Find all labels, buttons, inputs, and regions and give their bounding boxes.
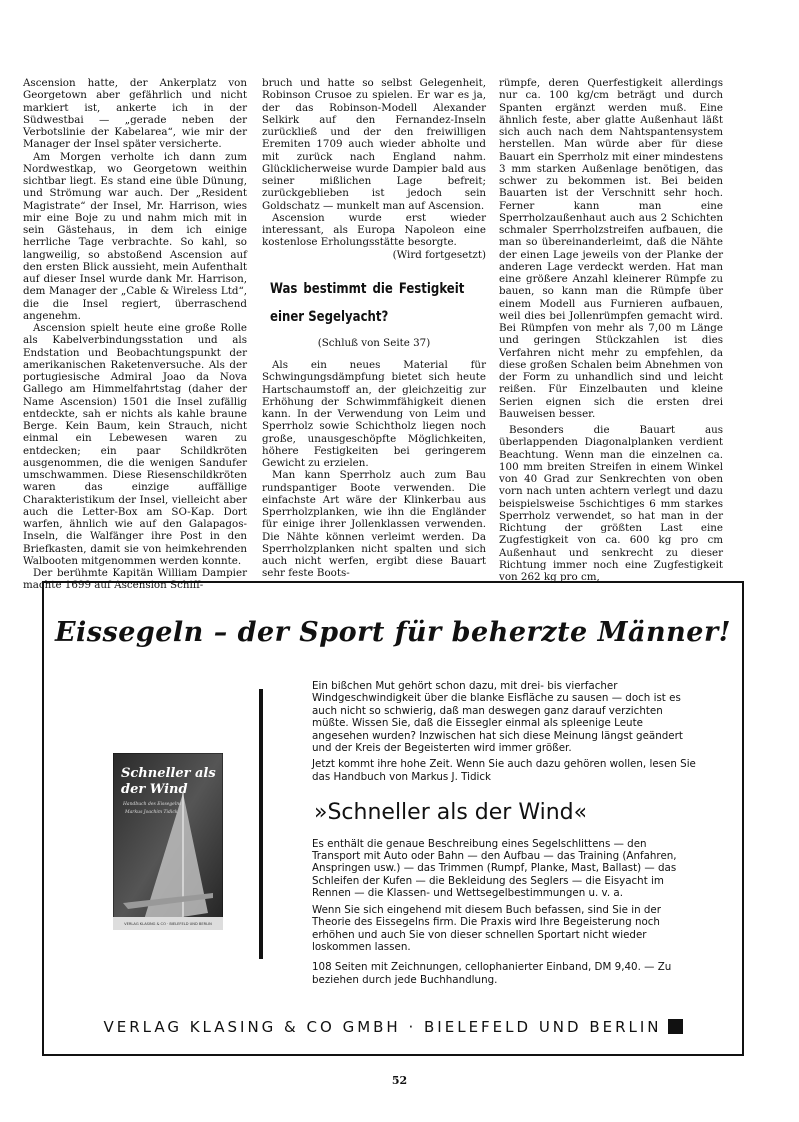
ad-intro: Ein bißchen Mut gehört schon dazu, mit drei- bis vierfacher Windgeschwindigkeit über die blanke Eisfläche zu sausen — doch ist es auch nicht so schwierig, daß man deswegen ganz darauf verzichten müßte. Wissen Sie, daß die Eissegler einmal als spleenige Leute angesehen wurden? Inzwischen hat sich diese Meinung längst geändert und der Kreis der Begeisterten wird immer größer. <box>312 680 683 755</box>
ad-book-title: »Schneller als der Wind« <box>314 800 588 826</box>
publisher-line <box>44 1018 742 1036</box>
article-title: Was bestimmt die Festigkeit einer Segelyacht? <box>270 280 465 325</box>
column-left <box>23 77 247 592</box>
column-middle <box>262 77 486 580</box>
continuation-note: (Wird fortgesetzt) <box>392 248 486 261</box>
book-cover-author: Markus Joachim Tidick <box>125 810 178 815</box>
article-subheading: (Schluß von Seite 37) <box>317 336 431 349</box>
paragraph: Besonders die Bauart aus überlappenden Diagonalplanken verdient Beachtung. Wenn man die einzelnen ca. 100 mm breiten Streifen in einem Winkel von 40 Grad zur Senkrechten von oben vorn nach unten achtern verlegt und dazu beispielsweise 5schichtiges 6 mm starkes Sperrholz verwendet, so hat man in der Richtung der größten Last eine Zugfestigkeit von ca. 600 kg pro cm Außenhaut und senkrecht zu dieser Richtung immer noch eine Zugfestigkeit von 262 kg pro cm, <box>499 424 723 583</box>
paragraph: Man kann Sperrholz auch zum Bau rundspantiger Boote verwenden. Die einfachste Art wäre der Klinkerbau aus Sperrholzplanken, wie ihn die Engländer für einige ihrer Jollenklassen verwenden. Die Nähte können verleimt werden. Da Sperrholzplanken nicht spalten und sich auch nicht werfen, ergibt diese Bauart sehr feste Boots- <box>262 469 486 580</box>
ad-call: Jetzt kommt ihre hohe Zeit. Wenn Sie auch dazu gehören wollen, lesen Sie das Handbuch von Markus J. Tidick <box>312 758 696 783</box>
vertical-rule <box>259 689 263 959</box>
paragraph: rümpfe, deren Querfestigkeit allerdings nur ca. 100 kg/cm beträgt und durch Spanten ergänzt werden muß. Eine ähnlich feste, aber glatte Außenhaut läßt sich auch nach dem Nahtspantensystem herstellen. Man würde aber für diese Bauart ein Sperrholz mit einer mindestens 3 mm starken Außenlage benötigen, das schwer zu bekommen ist. Bei beiden Bauarten ist der Verschnitt sehr hoch. Ferner kann man eine Sperrholzaußenhaut auch aus 2 Schichten schmaler Sperrholzstreifen aufbauen, die man so übereinanderleimt, daß die Nähte der einen Lage jeweils von der Planke der anderen Lage verdeckt werden. Hat man eine größere Anzahl kleinerer Rümpfe zu bauen, so kann man die Rümpfe über einem Modell aus Furnieren aufbauen, weil dies bei Jollenrümpfen gemacht wird. Bei Rümpfen von mehr als 7,00 m Länge und geringen Stückzahlen ist dies Verfahren nicht mehr zu empfehlen, da diese großen Schalen beim Abnehmen von der Form zu unhandlich sind und leicht reißen. Für Einzelbauten und kleine Serien eignen sich die ersten drei Bauweisen besser. <box>499 77 723 420</box>
paragraph: Ascension spielt heute eine große Rolle als Kabelverbindungsstation und als Endstation und Beobachtungspunkt der amerikanischen Raketenversuche. Als der portugiesische Admiral Joao da Nova Gallego am Himmelfahrtstag (daher der Name Ascension) 1501 die Insel zufällig entdeckte, sah er nichts als kahle braune Berge. Kein Baum, kein Strauch, nicht einmal ein Lebewesen waren zu entdecken; ein paar Schildkröten ausgenommen, die die wenigen Sandufer umschwammen. Diese Riesenschildkröten waren das einzige auffällige Charakteristikum der Insel, vielleicht aber auch die Letter-Box am SO-Kap. Dort warfen, ähnlich wie auf den Galapagos-Inseln, die Walfänger ihre Post in den Briefkasten, damit sie von heimkehrenden Walbooten mitgenommen werden konnte. <box>23 322 247 567</box>
black-square-icon <box>668 1019 683 1034</box>
paragraph: Ascension wurde erst wieder interessant, als Europa Napoleon eine kostenlose Erholungsstätte besorgte. <box>262 211 486 249</box>
page-number: 52 <box>391 1074 408 1087</box>
article-heading <box>270 275 464 331</box>
book-cover-subtitle: Handbuch des Eissegelns <box>123 802 182 807</box>
book-cover-title: der Wind <box>121 782 188 797</box>
book-cover-title: Schneller als <box>121 766 216 781</box>
publisher-name: VERLAG KLASING & CO GMBH · BIELEFELD UND BERLIN <box>103 1018 662 1036</box>
paragraph: Als ein neues Material für Schwingungsdämpfung bietet sich heute Hartschaumstoff an, der gleichzeitig zur Erhöhung der Schwimmfähigkeit dienen kann. In der Verwendung von Leim und Sperrholz sowie Schichtholz liegen noch große, unausgeschöpfte Möglichkeiten, höhere Festigkeiten bei geringerem Gewicht zu erzielen. <box>262 359 486 469</box>
ad-practice: Wenn Sie sich eingehend mit diesem Buch befassen, sind Sie in der Theorie des Eissegelns firm. Die Praxis wird Ihre Begeisterung noch erhöhen und auch Sie von dieser schnellen Sportart nicht wieder loskommen lassen. <box>312 903 661 953</box>
paragraph: Ascension hatte, der Ankerplatz von Georgetown aber gefährlich und nicht markiert ist, ankerte ich in der Südwestbai — „gerade neben der Verbotslinie der Kabelarea“, wie mir der Manager der Insel später versicherte. <box>23 77 247 151</box>
column-right <box>499 77 723 583</box>
advertisement-box <box>42 581 744 1056</box>
paragraph: bruch und hatte so selbst Gelegenheit, Robinson Crusoe zu spielen. Er war es ja, der das Robinson-Modell Alexander Selkirk auf den Fernandez-Inseln zurückließ und der den freiwilligen Eremiten 1709 auch wieder abholte und mit zurück nach England nahm. Glücklicherweise wurde Dampier bald aus seiner mißlichen Lage befreit; zurückgeblieben ist jedoch sein Goldschatz — munkelt man auf Ascension. <box>262 77 486 212</box>
ad-body <box>312 680 697 986</box>
ad-price: 108 Seiten mit Zeichnungen, cellophanierter Einband, DM 9,40. — Zu beziehen durch jede Buchhandlung. <box>312 961 672 986</box>
book-cover-image <box>113 753 223 930</box>
paragraph: Am Morgen verholte ich dann zum Nordwestkap, wo Georgetown weithin sichtbar liegt. Es stand eine üble Dünung, und Strömung war auch. Der „Resident Magistrate“ der Insel, Mr. Harrison, wies mir eine Boje zu und nahm mich mit in sein Gästehaus, in dem ich einige herrliche Tage verbrachte. So kahl, so langweilig, so abstoßend Ascension auf den ersten Blick aussieht, mein Aufenthalt auf dieser Insel wurde dank Mr. Harrison, dem Manager der „Cable & Wireless Ltd“, die die Insel regiert, überraschend angenehm. <box>23 150 247 322</box>
book-cover-band: VERLAG KLASING & CO · BIELEFELD UND BERLIN <box>124 922 212 926</box>
paragraph: Der berühmte Kapitän William Dampier machte 1699 auf Ascension Schiff- <box>23 567 247 592</box>
ad-description: Es enthält die genaue Beschreibung eines Segelschlittens — den Transport mit Auto oder Bahn — den Aufbau — das Training (Anfahren, Anspringen usw.) — das Trimmen (Rumpf, Planke, Mast, Ballast) — das Schleifen der Kufen — die Bekleidung des Seglers — die Eisyacht im Rennen — die Klassen- und Wettsegelbestimmungen u. v. a. <box>312 837 677 900</box>
ad-headline: Eissegeln – der Sport für beherzte Männer! <box>54 617 732 648</box>
